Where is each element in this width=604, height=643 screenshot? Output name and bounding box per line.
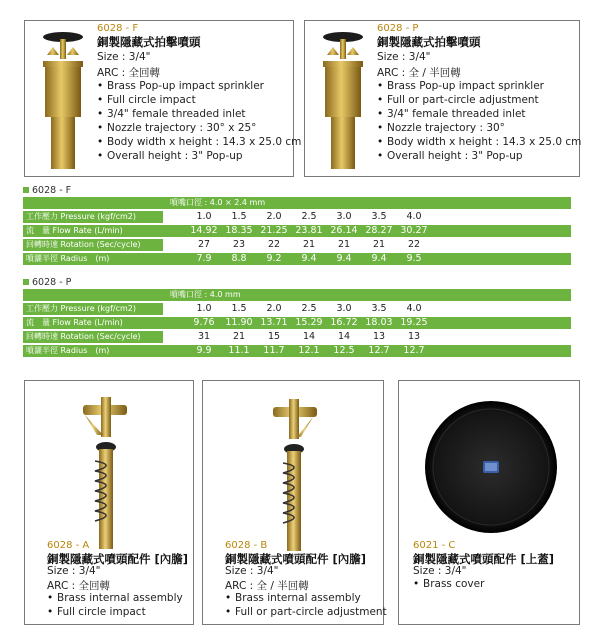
bullet-item: • Overall height : 3" Pop-up: [377, 150, 523, 162]
table-cell: 4.0: [406, 303, 422, 314]
product-arc: ARC : 全 / 半回轉: [225, 580, 309, 592]
table-cell: 22: [407, 239, 421, 250]
table-cell: 12.5: [333, 345, 355, 356]
row-label: 噴灑半徑 Radius (m): [23, 345, 163, 357]
table-cell: 14.92: [190, 225, 218, 236]
row-label: 流 量 Flow Rate (L/min): [23, 225, 163, 237]
row-label: 流 量 Flow Rate (L/min): [23, 317, 163, 329]
table-row: [23, 317, 571, 329]
table-cell: 9.4: [301, 253, 317, 264]
table-cell: 2.0: [266, 211, 282, 222]
product-card-6028-b: [202, 380, 387, 625]
product-arc: ARC : 全回轉: [97, 67, 160, 79]
table-cell: 1.5: [231, 303, 247, 314]
product-code: 6028 - A: [47, 540, 90, 551]
bullet-item: • Brass cover: [413, 578, 484, 590]
product-size: Size : 3/4": [225, 565, 279, 577]
table-cell: 14: [302, 331, 316, 342]
product-title: 銅製隱藏式噴頭配件 [內膽]: [47, 552, 189, 566]
table-cell: 21: [372, 239, 386, 250]
table-cell: 23: [232, 239, 246, 250]
bullet-item: • Nozzle trajectory : 30° x 25°: [97, 122, 256, 134]
table-cell: 12.1: [298, 345, 320, 356]
product-size: Size : 3/4": [47, 565, 101, 577]
product-card-6028-f: [24, 20, 302, 177]
table-cell: 9.2: [266, 253, 282, 264]
bullet-item: • Full or part-circle adjustment: [225, 606, 387, 618]
table-cell: 23.81: [295, 225, 323, 236]
table-row: [23, 345, 571, 357]
table-cell: 27: [197, 239, 211, 250]
table-row: [23, 239, 571, 251]
bullet-item: • Body width x height : 14.3 x 25.0 cm: [377, 136, 581, 148]
table-cell: 9.4: [371, 253, 387, 264]
bullet-item: • 3/4" female threaded inlet: [377, 108, 526, 120]
row-label: 工作壓力 Pressure (kgf/cm2): [23, 211, 163, 223]
bullet-item: • Overall height : 3" Pop-up: [97, 150, 243, 162]
table-header-row: [23, 289, 571, 301]
table-cell: 26.14: [330, 225, 358, 236]
table-cell: 9.9: [196, 345, 212, 356]
product-card-6021-c: [398, 380, 580, 625]
table-cell: 13.71: [260, 317, 288, 328]
table-cell: 1.5: [231, 211, 247, 222]
table-row: [23, 211, 571, 223]
product-size: Size : 3/4": [413, 565, 467, 577]
product-code: 6028 - B: [225, 540, 268, 551]
table-cell: 7.9: [196, 253, 212, 264]
table-header-row: [23, 197, 571, 209]
table-cell: 21.25: [260, 225, 288, 236]
table-cell: 21: [302, 239, 316, 250]
table-cell: 2.5: [301, 211, 317, 222]
product-code: 6021 - C: [413, 540, 456, 551]
table-cell: 8.8: [231, 253, 247, 264]
product-size: Size : 3/4": [97, 51, 151, 63]
product-arc: ARC : 全 / 半回轉: [377, 67, 461, 79]
table-cell: 18.35: [225, 225, 253, 236]
bullet-item: • Nozzle trajectory : 30°: [377, 122, 505, 134]
table-cell: 31: [197, 331, 211, 342]
bullet-item: • Full circle impact: [47, 606, 146, 618]
product-card-6028-a: [24, 380, 194, 625]
table-cell: 30.27: [400, 225, 428, 236]
table-cell: 9.5: [406, 253, 422, 264]
bullet-item: • Brass Pop-up impact sprinkler: [97, 80, 264, 92]
bullet-item: • Brass internal assembly: [47, 592, 183, 604]
product-code: 6028 - P: [377, 23, 419, 34]
table-cell: 3.0: [336, 303, 352, 314]
table-cell: 15.29: [295, 317, 323, 328]
table-cell: 1.0: [196, 211, 212, 222]
bullet-item: • Brass internal assembly: [225, 592, 361, 604]
product-card-6028-p: [304, 20, 580, 177]
table-cell: 13: [407, 331, 421, 342]
table-row: [23, 303, 571, 315]
product-title: 銅製隱藏式噴頭配件 [內膽]: [225, 552, 367, 566]
table-cell: 2.5: [301, 303, 317, 314]
nozzle-size-header: 噴嘴口徑 : 4.0 mm: [170, 290, 241, 299]
table-cell: 1.0: [196, 303, 212, 314]
spec-table-6028-p: [23, 289, 571, 359]
table-cell: 12.7: [368, 345, 390, 356]
bullet-item: • Full or part-circle adjustment: [377, 94, 539, 106]
product-title: 銅製隱藏式拍擊噴頭: [97, 35, 201, 49]
table-cell: 9.76: [193, 317, 215, 328]
bullet-item: • Body width x height : 14.3 x 25.0 cm: [97, 136, 301, 148]
bullet-item: • Brass Pop-up impact sprinkler: [377, 80, 544, 92]
table-label-6028-f: 6028 - F: [23, 185, 71, 196]
table-row: [23, 331, 571, 343]
table-cell: 21: [232, 331, 246, 342]
product-code: 6028 - F: [97, 23, 139, 34]
table-cell: 3.5: [371, 303, 387, 314]
product-title: 銅製隱藏式噴頭配件 [上蓋]: [413, 552, 555, 566]
table-cell: 15: [267, 331, 281, 342]
table-cell: 11.1: [228, 345, 250, 356]
row-label: 工作壓力 Pressure (kgf/cm2): [23, 303, 163, 315]
product-arc: ARC : 全回轉: [47, 580, 110, 592]
table-cell: 11.90: [225, 317, 253, 328]
table-cell: 16.72: [330, 317, 358, 328]
table-cell: 3.0: [336, 211, 352, 222]
spec-table-6028-f: [23, 197, 571, 267]
table-label-6028-p: 6028 - P: [23, 277, 71, 288]
table-cell: 4.0: [406, 211, 422, 222]
table-cell: 22: [267, 239, 281, 250]
table-cell: 14: [337, 331, 351, 342]
bullet-item: • 3/4" female threaded inlet: [97, 108, 246, 120]
table-row: [23, 225, 571, 237]
table-cell: 3.5: [371, 211, 387, 222]
nozzle-size-header: 噴嘴口徑 : 4.0 × 2.4 mm: [170, 198, 266, 207]
row-label: 回轉時速 Rotation (Sec/cycle): [23, 239, 163, 251]
internal-assembly-image: [73, 391, 143, 551]
table-cell: 21: [337, 239, 351, 250]
table-cell: 18.03: [365, 317, 393, 328]
popup-sprinkler-image: [33, 29, 93, 174]
table-cell: 11.7: [263, 345, 285, 356]
table-row: [23, 253, 571, 265]
table-cell: 12.7: [403, 345, 425, 356]
table-cell: 13: [372, 331, 386, 342]
popup-sprinkler-image: [313, 29, 373, 174]
table-cell: 19.25: [400, 317, 428, 328]
bullet-item: • Full circle impact: [97, 94, 196, 106]
row-label: 回轉時速 Rotation (Sec/cycle): [23, 331, 163, 343]
product-size: Size : 3/4": [377, 51, 431, 63]
table-cell: 9.4: [336, 253, 352, 264]
table-cell: 2.0: [266, 303, 282, 314]
row-label: 噴灑半徑 Radius (m): [23, 253, 163, 265]
internal-assembly-image: [261, 393, 331, 553]
table-cell: 28.27: [365, 225, 393, 236]
product-title: 銅製隱藏式拍擊噴頭: [377, 35, 481, 49]
brass-cover-image: [423, 399, 559, 535]
